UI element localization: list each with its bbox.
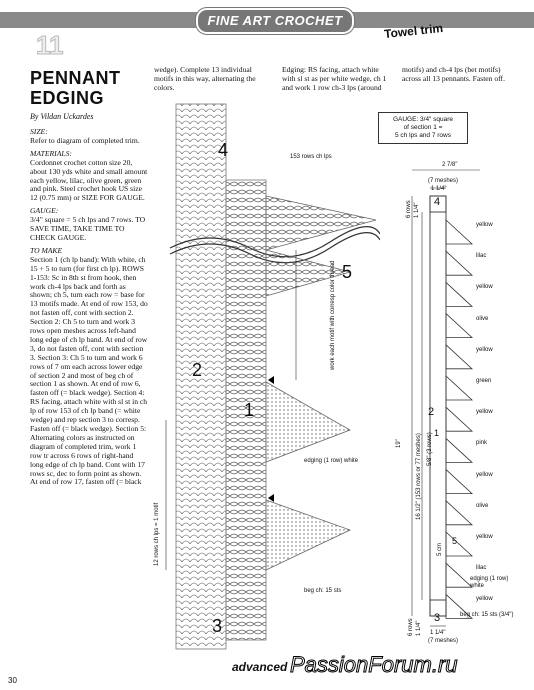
byline: By Vildan Uckardes xyxy=(30,112,94,121)
pennant-color-10: yellow xyxy=(476,534,493,540)
header-title: FINE ART CROCHET xyxy=(196,8,354,34)
schematic-pennant xyxy=(446,314,472,338)
schematic-edging: edging (1 row) white xyxy=(470,576,509,589)
schematic-pennant xyxy=(446,407,472,431)
gauge-block: GAUGE: 3/4" square = 5 ch lps and 7 rows. TO SAVE TIME, TAKE TIME TO CHECK GAUGE. xyxy=(30,206,146,242)
schematic-bottom-dim: 1 1/4" xyxy=(430,630,446,636)
schematic-pennant xyxy=(446,438,472,462)
pennant-color-2: yellow xyxy=(476,284,493,291)
pennant-color-1: lilac xyxy=(476,253,487,260)
schematic-pennant xyxy=(446,220,472,244)
pennant-color-8: yellow xyxy=(476,471,493,478)
schematic-cell-dim: 5/8" (3 rows) xyxy=(427,432,433,466)
schematic-sec-4: 4 xyxy=(434,196,441,208)
to-make-block: TO MAKE Section 1 (ch lp band): With white, ch 15 + 5 to turn (for first ch lp). ROWS 1-153: Sc in 8th st from hook, then work ch-4 lps back and forth as shown; ch 5, turn each row = base for 13 motifs made. At end of row 153, do not fasten off, cont with section 2. Section 2: Ch 5 to turn and work 3 rows open meshes across left-hand long edge of ch lp band. At end of row 3, do not fasten off, cont with section 3. Section 3: Ch 5 to turn and work 6 rows of 7 om each across lower edge of section 2 and most of beg ch of section 1 as shown. At end of row 6, fasten off (= black wedge). Section 4: RS facing, attach white with sl st in ch lp of row 153 of ch lp band (= white wedge) and rep section 3 to corresp. Fasten off (= black wedge). Section 5: Alternating colors as instructed on diagram of completed trim, work 1 row tr across 6 rows of right-hand long edge of ch lp band. Cont with 17 rows sc, dec to form point as shown. At end of row 17, fasten off (= black xyxy=(30,245,148,487)
schematic-top-dim: 1 1/4" xyxy=(431,186,447,192)
column4-text: motifs) and ch-4 lps (bet motifs) across all 13 pennants. Fasten off. xyxy=(402,65,505,83)
column3-text: Edging: RS facing, attach white with sl st as per white wedge, ch 1 and work 1 row ch-3 lps (around xyxy=(282,65,387,92)
pattern-title: PENNANT EDGING xyxy=(30,68,121,108)
schematic-rows-bottom-dim: 1 1/4" xyxy=(416,620,422,636)
crochet-chart xyxy=(150,100,380,655)
schematic-rows-top-dim: 1 1/4" xyxy=(414,202,420,218)
instructions-column xyxy=(30,128,148,491)
schematic-pennants xyxy=(446,220,472,618)
schematic-pennant xyxy=(446,501,472,525)
pennant-color-5: green xyxy=(476,378,492,384)
pennant-5 xyxy=(266,250,353,296)
pennant-color-3: olive xyxy=(476,315,489,322)
column2-text: wedge). Complete 13 individual motifs in this way, alternating the colors. xyxy=(154,65,256,92)
pennant-top xyxy=(266,196,376,250)
pennant-color-6: yellow xyxy=(476,409,493,416)
section-5-num: 5 xyxy=(342,262,353,282)
schematic-pennant xyxy=(446,376,472,400)
schematic-pennant xyxy=(446,282,472,306)
gauge-box: GAUGE: 3/4" square of section 1 = 5 ch lps and 7 rows xyxy=(378,112,468,144)
page-number: 30 xyxy=(8,676,17,685)
schematic-sec-1: 1 xyxy=(434,428,440,438)
section-1-num: 1 xyxy=(244,400,255,420)
pennant-bottom xyxy=(266,500,350,570)
footer-logo: advanced xyxy=(232,660,288,674)
section-4-num: 4 xyxy=(218,140,229,160)
pennant-color-4: yellow xyxy=(476,346,493,353)
schematic-bottom-meshes: (7 meshes) xyxy=(428,638,459,644)
pennant-middle xyxy=(266,382,350,462)
schematic-rows-top: 6 rows xyxy=(406,200,412,218)
edging-label: edging (1 row) white xyxy=(304,458,359,464)
schematic-pennant xyxy=(446,563,472,587)
schematic-pennant xyxy=(446,251,472,275)
schematic-pennant xyxy=(446,345,472,369)
schematic-height-total: 19" xyxy=(396,439,402,448)
schematic-width-total: 2 7/8" xyxy=(442,162,458,168)
schematic-pennant xyxy=(446,532,472,556)
section-3-num: 3 xyxy=(212,616,223,636)
pennant-color-12: yellow xyxy=(476,596,493,603)
pennant-color-11: lilac xyxy=(476,565,487,572)
watermark: PassionForum.ru xyxy=(290,652,458,677)
beg-ch-label: beg ch: 15 sts xyxy=(304,588,342,594)
section-tag: Towel trim xyxy=(383,20,444,42)
pennant-color-0: yellow xyxy=(476,222,493,228)
section-2-num: 2 xyxy=(192,360,203,380)
schematic-sec-3: 3 xyxy=(434,612,441,624)
schematic-rows-bottom: 6 rows xyxy=(408,618,414,636)
pennant-color-9: olive xyxy=(476,502,489,509)
rows153-label: 153 rows ch lps xyxy=(290,154,332,160)
pattern-number: 11 xyxy=(36,30,64,60)
schematic-sec-2: 2 xyxy=(428,406,435,418)
schematic-inner-height: 16 1/2" (153 rows or 77 meshes) xyxy=(416,433,422,520)
pennant-color-7: pink xyxy=(476,440,488,447)
schematic-sec-5: 5 xyxy=(452,536,458,546)
twelve-rows-label: 12 rows ch lps = 1 motif xyxy=(154,502,160,566)
materials-block: MATERIALS: Cordonnet crochet cotton size 20, about 130 yds white and small amount each yellow, lilac, olive green, green and pink. Steel crochet hook US size 12 (0.75 mm) or SIZE FOR GAUGE. xyxy=(30,148,148,203)
work-each-label: work each motif with corresp color thread xyxy=(330,260,336,370)
schematic-top-meshes: (7 meshes) xyxy=(428,178,459,184)
schematic-pennant xyxy=(446,470,472,494)
size-block: SIZE: Refer to diagram of completed trim. xyxy=(30,127,140,145)
schematic-beg-ch: beg ch: 15 sts (3/4") xyxy=(460,612,514,618)
schematic-pennant-dim: 5 cm xyxy=(437,542,443,556)
